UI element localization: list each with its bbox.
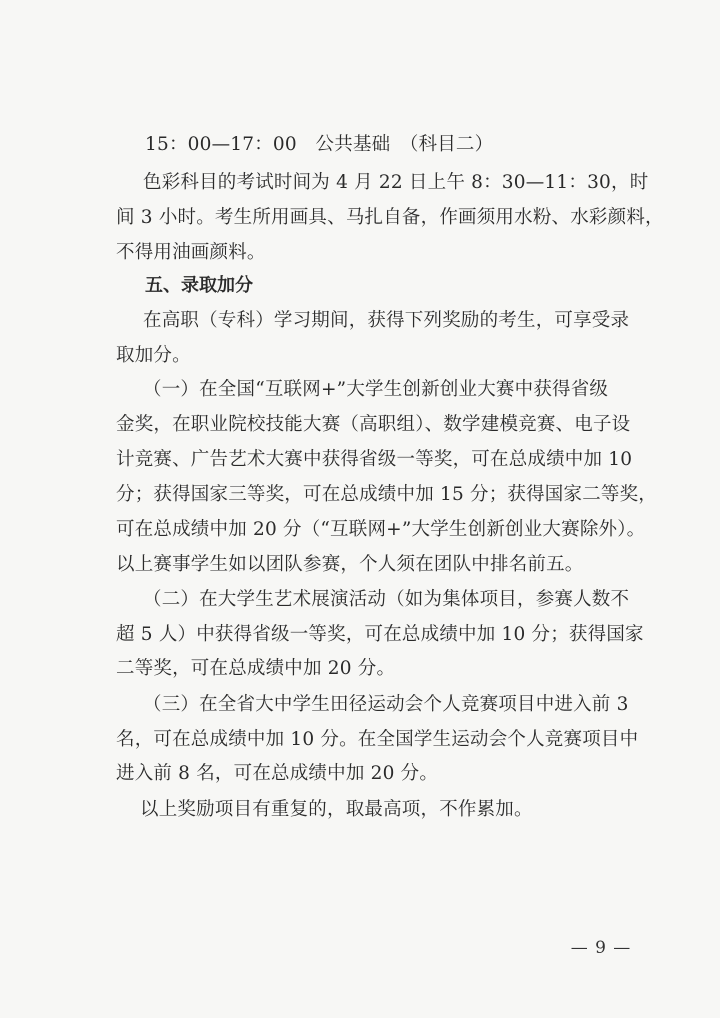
paragraph-line: 二等奖，可在总成绩中加 20 分。 [116, 658, 396, 679]
paragraph-line: 以上赛事学生如以团队参赛，个人须在团队中排名前五。 [116, 554, 584, 575]
paragraph-line: 可在总成绩中加 20 分（“互联网+”大学生创新创业大赛除外）。 [116, 519, 646, 540]
exam-schedule-line: 15：00—17：00 公共基础 （科目二） [145, 134, 494, 155]
paragraph-line: 在高职（专科）学习期间，获得下列奖励的考生，可享受录 [143, 310, 630, 331]
paragraph-line: 名，可在总成绩中加 10 分。在全国学生运动会个人竞赛项目中 [116, 729, 639, 750]
paragraph-line: 色彩科目的考试时间为 4 月 22 日上午 8：30—11：30，时 [143, 172, 649, 193]
paragraph-line: 不得用油画颜料。 [116, 242, 266, 263]
closing-line: 以上奖励项目有重复的，取最高项，不作累加。 [140, 799, 533, 820]
paragraph-line: （三）在全省大中学生田径运动会个人竞赛项目中进入前 3 [143, 694, 629, 715]
paragraph-line: 超 5 人）中获得省级一等奖，可在总成绩中加 10 分；获得国家 [116, 624, 644, 645]
paragraph-line: 间 3 小时。考生所用画具、马扎自备，作画须用水粉、水彩颜料， [116, 207, 664, 228]
paragraph-line: 分；获得国家三等奖，可在总成绩中加 15 分；获得国家二等奖， [116, 484, 658, 505]
paragraph-line: 金奖，在职业院校技能大赛（高职组）、数学建模竞赛、电子设 [116, 414, 631, 435]
paragraph-line: 取加分。 [116, 345, 191, 366]
paragraph-line: 计竞赛、广告艺术大赛中获得省级一等奖，可在总成绩中加 10 [116, 449, 633, 470]
paragraph-line: （一）在全国“互联网+”大学生创新创业大赛中获得省级 [143, 379, 609, 400]
page-number: — 9 — [570, 938, 632, 958]
section-heading: 五、录取加分 [145, 275, 253, 296]
paragraph-line: 进入前 8 名，可在总成绩中加 20 分。 [116, 763, 439, 784]
paragraph-line: （二）在大学生艺术展演活动（如为集体项目，参赛人数不 [143, 589, 630, 610]
